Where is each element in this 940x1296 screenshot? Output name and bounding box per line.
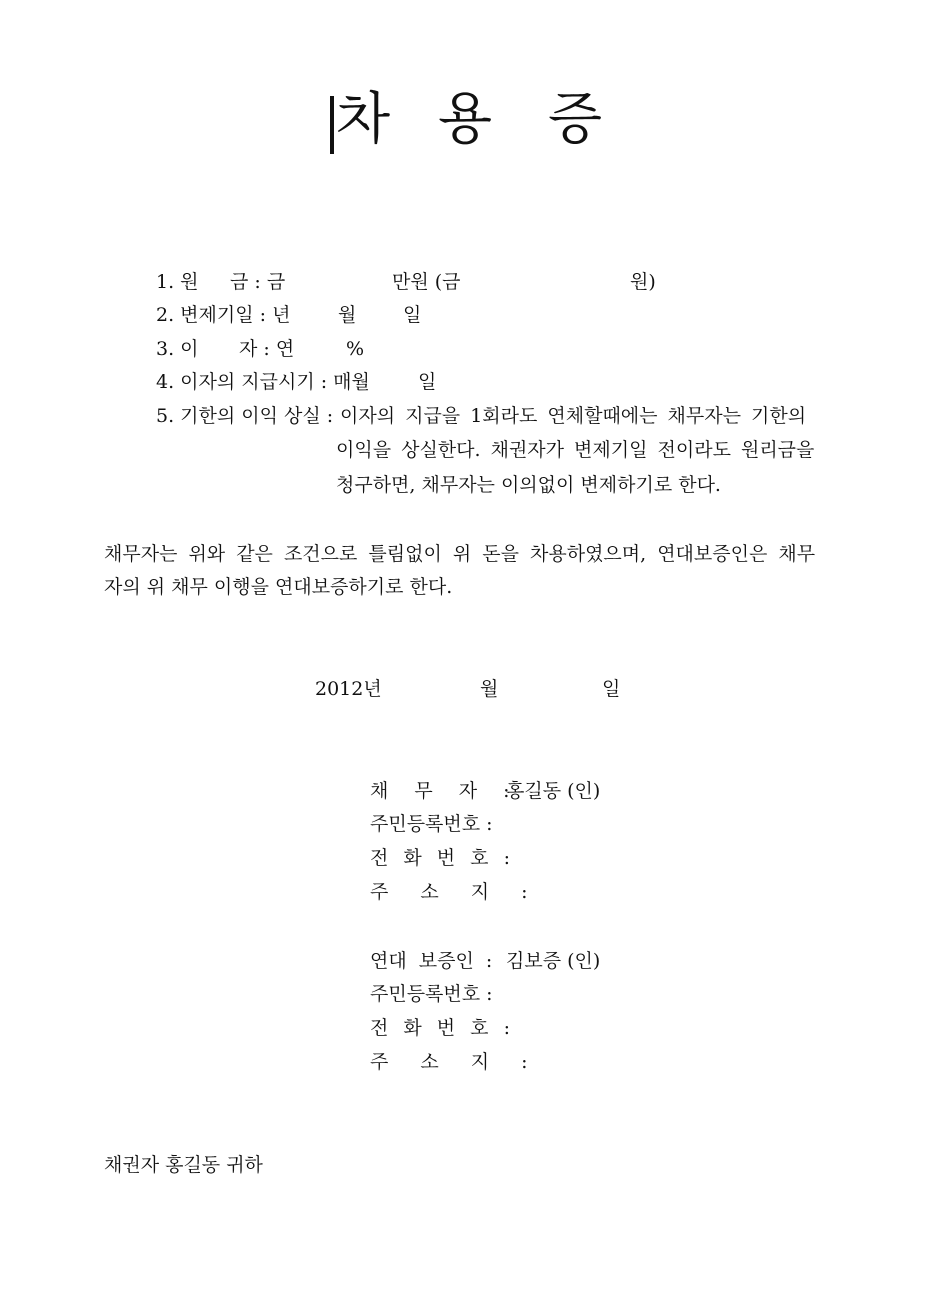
principal-label-start: 1. 원 (156, 271, 199, 293)
debtor-name: 홍길동 (인) (506, 780, 601, 802)
date-year: 2012년 (315, 678, 382, 700)
payment-time-day: 일 (418, 371, 437, 393)
statement-line-1: 채무자는 위와 같은 조건으로 틀림없이 위 돈을 차용하였으며, 연대보증인은 채무 (104, 543, 816, 565)
forfeiture-line-1: 이자의 지급을 1회라도 연체할때에는 채무자는 기한의 (340, 405, 807, 427)
debtor-id-label: 주민등록번호 : (370, 813, 493, 835)
date-day: 일 (602, 678, 621, 700)
guarantor-id-label: 주민등록번호 : (370, 983, 493, 1005)
forfeiture-line-2: 이익을 상실한다. 채권자가 변제기일 전이라도 원리금을 (336, 439, 815, 461)
title-char-1: 차 (336, 87, 391, 152)
guarantor-phone-label: 전 화 번 호 : (370, 1017, 510, 1039)
guarantor-role-label: 연대 보증인 : (370, 950, 493, 972)
debtor-role-label: 채 무 자 : (370, 780, 510, 802)
interest-percent: % (346, 338, 365, 360)
debtor-address-label: 주 소 지 : (370, 881, 528, 903)
due-date-day: 일 (403, 304, 422, 326)
title-char-3: 증 (548, 87, 603, 152)
title-char-2: 용 (438, 87, 493, 152)
interest-label-start: 3. 이 (156, 338, 199, 360)
principal-unit: 만원 (금 (392, 271, 461, 293)
principal-label-end: 금 : 금 (230, 271, 286, 293)
interest-label-end: 자 : 연 (239, 338, 295, 360)
creditor-addressee: 채권자 홍길동 귀하 (104, 1154, 263, 1176)
due-date-month: 월 (338, 304, 357, 326)
text-cursor (330, 96, 334, 154)
guarantor-name: 김보증 (인) (506, 950, 601, 972)
forfeiture-label: 5. 기한의 이익 상실 : (156, 405, 334, 427)
guarantor-address-label: 주 소 지 : (370, 1051, 528, 1073)
debtor-phone-label: 전 화 번 호 : (370, 847, 510, 869)
principal-close: 원) (630, 271, 656, 293)
statement-line-2: 자의 위 채무 이행을 연대보증하기로 한다. (104, 576, 453, 598)
due-date-label: 2. 변제기일 : 년 (156, 304, 291, 326)
date-month: 월 (480, 678, 499, 700)
payment-time-label: 4. 이자의 지급시기 : 매월 (156, 371, 370, 393)
forfeiture-line-3: 청구하면, 채무자는 이의없이 변제하기로 한다. (336, 474, 721, 496)
